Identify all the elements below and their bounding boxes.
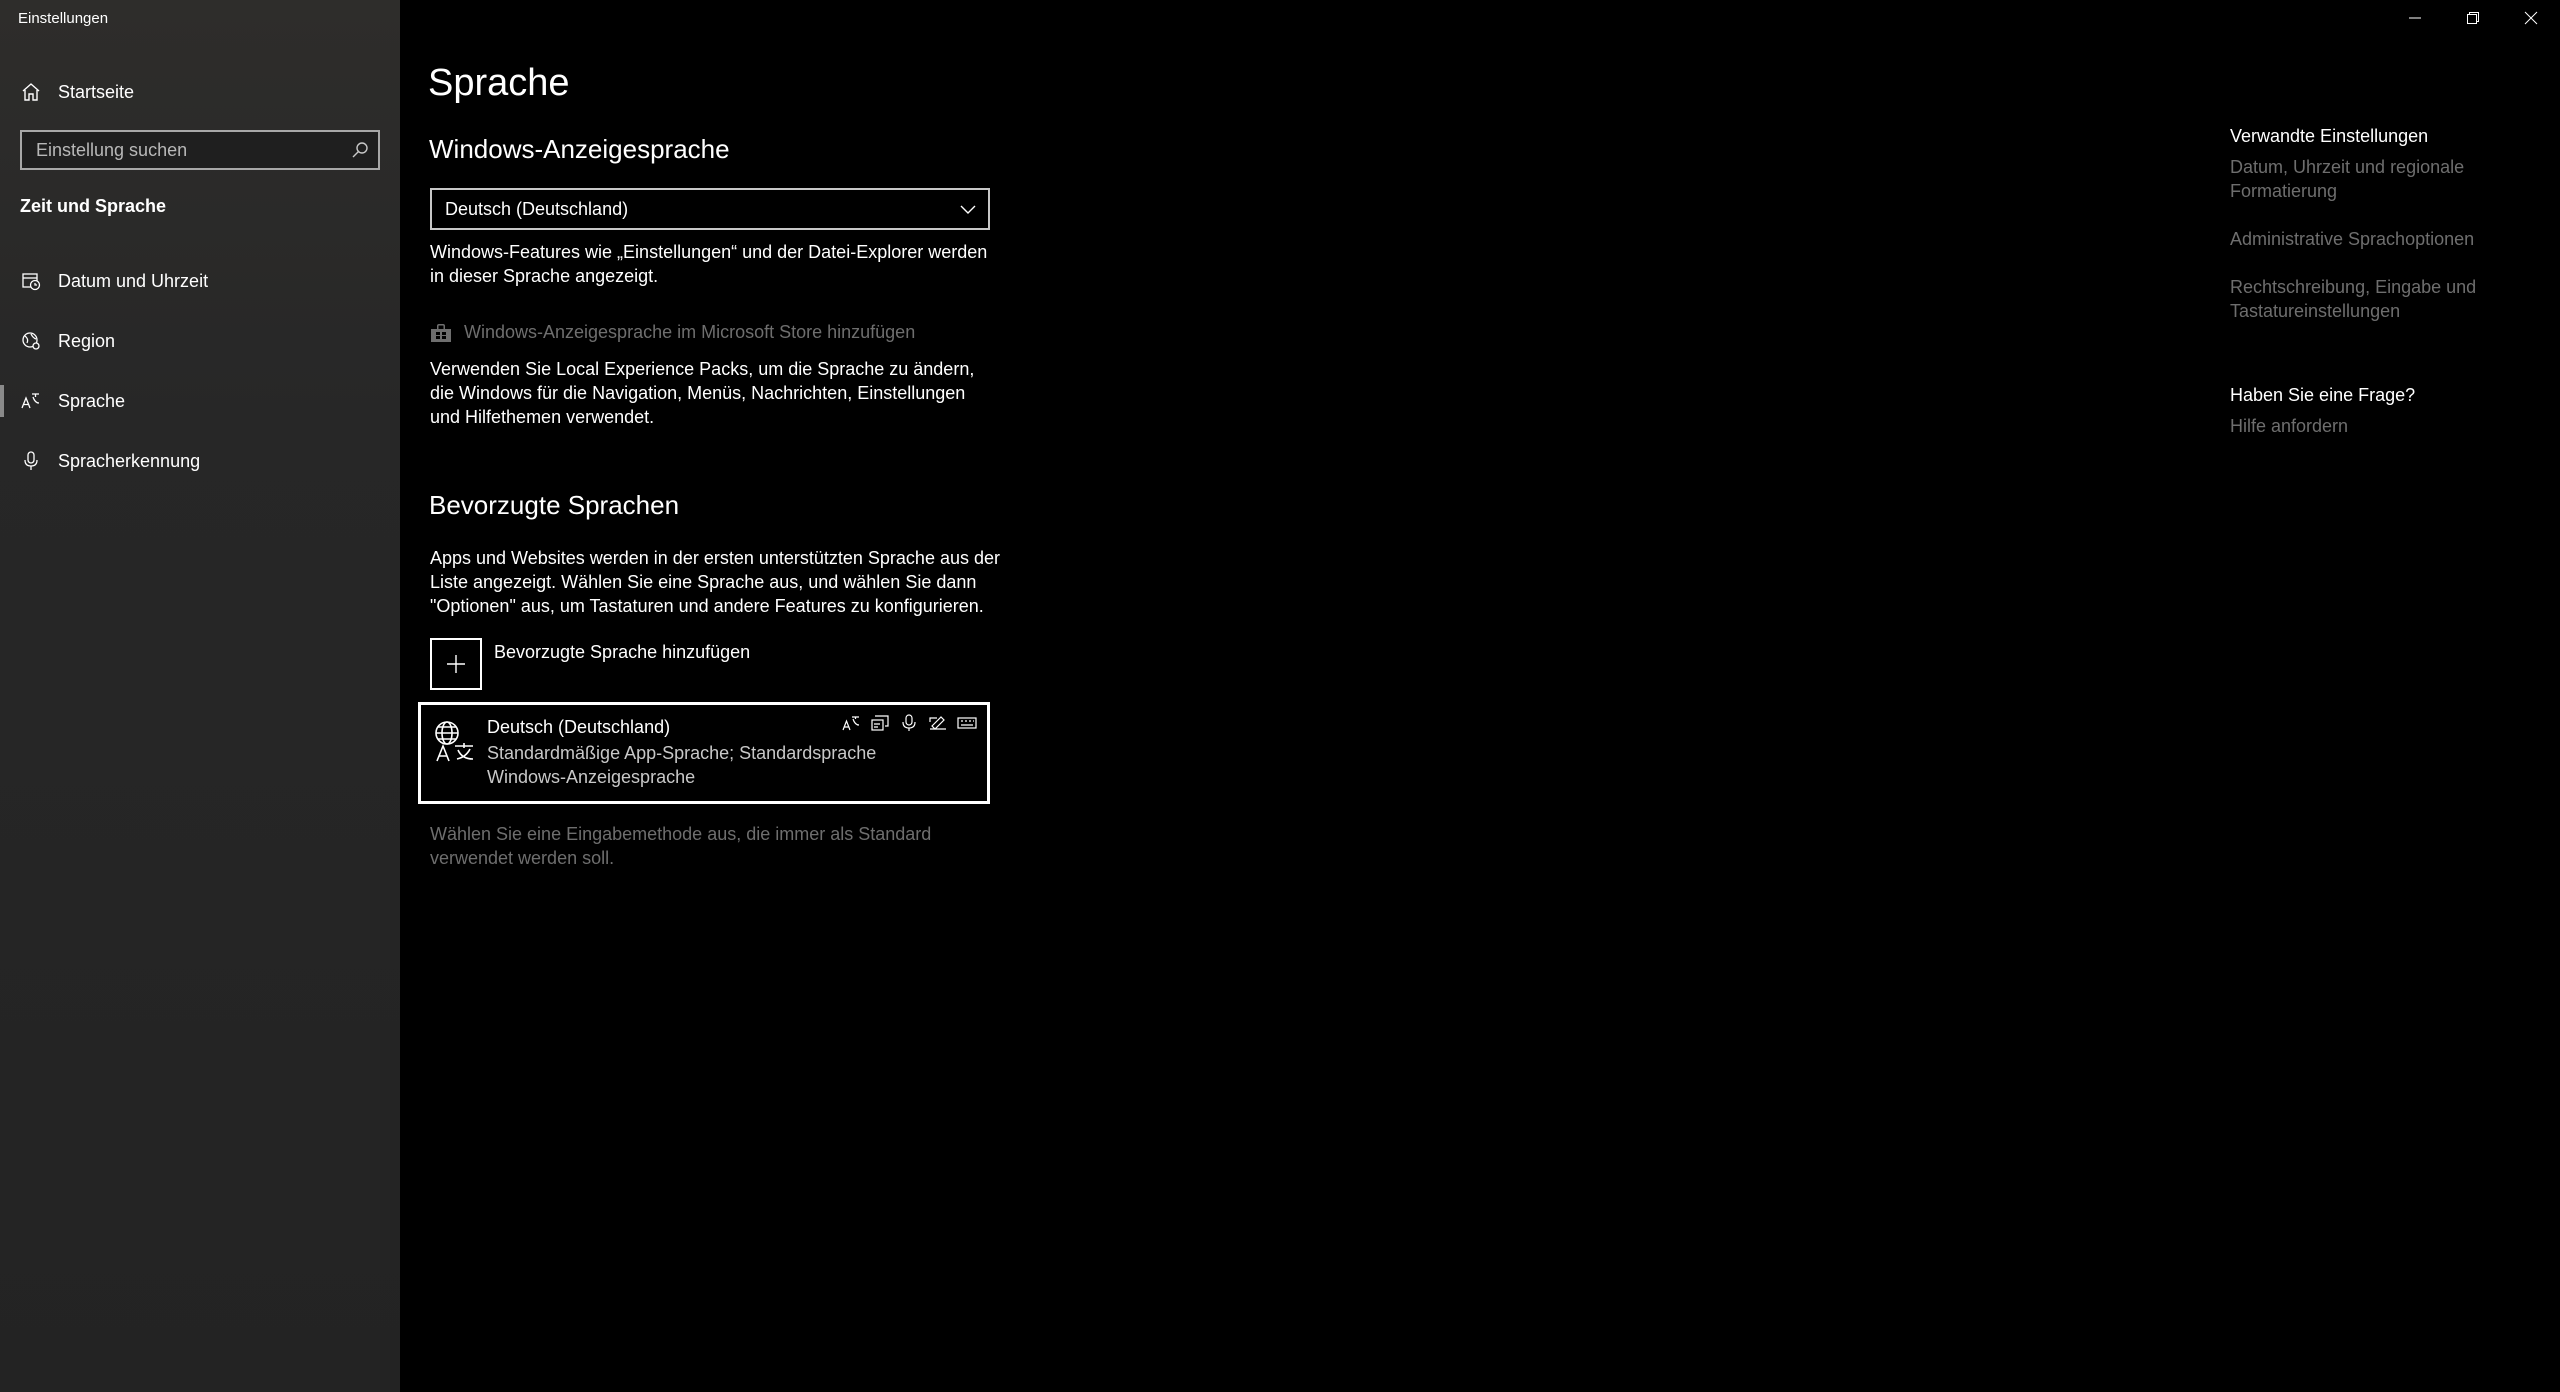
store-icon [430, 323, 452, 343]
home-icon [20, 81, 42, 103]
display-language-icon [841, 713, 861, 733]
related-settings [2230, 126, 2530, 438]
language-list-item[interactable] [418, 702, 990, 804]
sidebar-item-label: Region [58, 330, 116, 351]
sidebar-item-home[interactable] [0, 64, 400, 120]
sidebar-item-region[interactable] [0, 313, 400, 369]
question-heading: Haben Sie eine Frage? [2230, 385, 2416, 405]
minimize-icon [2408, 11, 2422, 30]
keyboard-icon [957, 713, 977, 733]
add-language-label: Bevorzugte Sprache hinzufügen [494, 642, 751, 662]
related-settings-heading: Verwandte Einstellungen [2230, 126, 2429, 146]
sidebar-item-label: Sprache [58, 390, 126, 411]
language-globe-icon [433, 719, 477, 768]
dropdown-value: Deutsch (Deutschland) [445, 198, 629, 219]
store-link[interactable] [430, 322, 915, 343]
language-icon [20, 390, 42, 412]
window-controls [2386, 0, 2560, 40]
restore-button[interactable] [2444, 0, 2502, 40]
close-icon [2524, 11, 2538, 30]
sidebar-item-label: Startseite [58, 81, 135, 102]
sidebar-item-datum-und-uhrzeit[interactable] [0, 253, 400, 309]
microphone-icon [20, 450, 42, 472]
main-content [400, 0, 2100, 1392]
language-features [841, 713, 977, 733]
restore-icon [2466, 11, 2480, 30]
display-language-description: Windows-Features wie „Einstellungen“ und der Datei-Explorer werden in dieser Sprache angezeigt. [430, 242, 988, 286]
app-title: Einstellungen [18, 10, 109, 27]
related-link-spelling-typing[interactable]: Rechtschreibung, Eingabe und Tastatureinstellungen [2230, 277, 2477, 321]
sidebar [0, 0, 400, 1392]
page-title: Sprache [428, 62, 570, 104]
help-link[interactable]: Hilfe anfordern [2230, 416, 2349, 436]
store-description: Verwenden Sie Local Experience Packs, um die Sprache zu ändern, die Windows für die Navigation, Menüs, Nachrichten, Einstellungen und Hilfethemen verwendet. [430, 359, 975, 427]
section-title: Zeit und Sprache [20, 196, 167, 216]
display-language-dropdown[interactable] [430, 188, 990, 230]
language-name: Deutsch (Deutschland) [487, 717, 671, 737]
related-link-admin-language[interactable]: Administrative Sprachoptionen [2230, 229, 2475, 249]
preferred-languages-heading: Bevorzugte Sprachen [429, 490, 680, 520]
sidebar-item-spracherkennung[interactable] [0, 433, 400, 489]
globe-region-icon [20, 330, 42, 352]
sidebar-item-label: Spracherkennung [58, 450, 201, 471]
handwriting-icon [928, 713, 948, 733]
plus-icon [430, 638, 482, 690]
sidebar-item-label: Datum und Uhrzeit [58, 270, 209, 291]
display-language-heading: Windows-Anzeigesprache [429, 134, 730, 164]
search-icon[interactable] [342, 141, 378, 159]
search-input[interactable] [22, 132, 342, 168]
speech-recognition-icon [899, 713, 919, 733]
language-description: Standardmäßige App-Sprache; Standardsprache Windows-Anzeigesprache [487, 743, 877, 787]
calendar-clock-icon [20, 270, 42, 292]
close-button[interactable] [2502, 0, 2560, 40]
input-method-note: Wählen Sie eine Eingabemethode aus, die immer als Standard verwendet werden soll. [430, 824, 932, 868]
search-box [20, 130, 380, 170]
related-link-date-time-format[interactable]: Datum, Uhrzeit und regionale Formatierung [2230, 157, 2465, 201]
sidebar-item-sprache[interactable] [0, 373, 400, 429]
text-to-speech-icon [870, 713, 890, 733]
minimize-button[interactable] [2386, 0, 2444, 40]
store-link-label: Windows-Anzeigesprache im Microsoft Store hinzufügen [464, 322, 916, 342]
add-language-button[interactable] [430, 638, 750, 690]
chevron-down-icon [960, 199, 976, 220]
preferred-languages-description: Apps und Websites werden in der ersten unterstützten Sprache aus der Liste angezeigt. Wählen Sie eine Sprache aus, und wählen Sie dann "Optionen" aus, um Tastaturen und andere Features zu konfigurieren. [430, 548, 1000, 616]
